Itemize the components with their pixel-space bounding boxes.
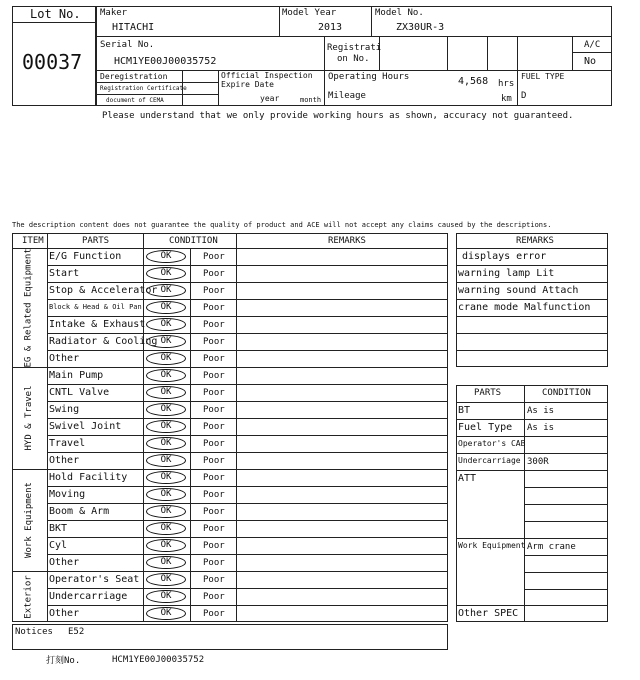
- poor-option[interactable]: Poor: [203, 252, 225, 262]
- poor-option[interactable]: Poor: [203, 320, 225, 330]
- part-name: Boom & Arm: [49, 505, 110, 517]
- ok-option[interactable]: OK: [146, 284, 186, 297]
- condition-row-divider: [524, 605, 608, 606]
- accuracy-notice: Please understand that we only provide working hours as shown, accuracy not guaranteed.: [102, 111, 574, 121]
- poor-option[interactable]: Poor: [203, 490, 225, 500]
- remarks-line-divider: [456, 265, 608, 266]
- ok-option[interactable]: OK: [146, 488, 186, 501]
- remarks-cell[interactable]: [236, 333, 448, 350]
- condition-row-divider: [524, 487, 608, 488]
- poor-option[interactable]: Poor: [203, 609, 225, 619]
- part-name: Intake & Exhaust: [49, 318, 146, 330]
- remarks-line-divider: [456, 333, 608, 334]
- header-remarks: REMARKS: [328, 236, 366, 246]
- model-no-label: Model No.: [375, 8, 424, 18]
- remarks-cell[interactable]: [236, 520, 448, 537]
- remarks-cell[interactable]: [236, 401, 448, 418]
- parts-row-label: Other SPEC: [458, 608, 519, 619]
- part-name: Moving: [49, 488, 86, 500]
- poor-option[interactable]: Poor: [203, 286, 225, 296]
- parts-row-condition: 300R: [527, 457, 549, 467]
- remarks-title: REMARKS: [516, 236, 554, 246]
- remarks-line: warning lamp Lit: [458, 268, 555, 279]
- remarks-cell[interactable]: [236, 452, 448, 469]
- part-name: Other: [49, 556, 80, 568]
- poor-option[interactable]: Poor: [203, 439, 225, 449]
- parts-row-label: Fuel Type: [458, 422, 513, 433]
- remarks-cell[interactable]: [236, 265, 448, 282]
- part-name: Radiator & Cooling: [49, 335, 158, 347]
- part-name: BKT: [49, 522, 68, 534]
- remarks-cell[interactable]: [236, 316, 448, 333]
- year-label: year: [260, 94, 280, 103]
- poor-option[interactable]: Poor: [203, 456, 225, 466]
- condition-row-divider: [524, 453, 608, 454]
- poor-option[interactable]: Poor: [203, 337, 225, 347]
- model-year-value: 2013: [318, 22, 343, 33]
- stamp-value: HCM1YE00J00035752: [112, 655, 205, 665]
- inspection-label: Official Inspection: [221, 71, 313, 80]
- registration-certificate-label: Registration Certificate: [100, 85, 187, 92]
- poor-option[interactable]: Poor: [203, 371, 225, 381]
- parts-row-label: Work Equipment: [458, 541, 526, 550]
- remarks-line: crane mode Malfunction: [458, 302, 591, 313]
- remarks-cell[interactable]: [236, 248, 448, 265]
- ok-option[interactable]: OK: [146, 505, 186, 518]
- fuel-type-label: FUEL TYPE: [521, 72, 565, 81]
- km-unit: km: [501, 94, 512, 104]
- remarks-line-divider: [456, 316, 608, 317]
- ok-option[interactable]: OK: [146, 556, 186, 569]
- poor-option[interactable]: Poor: [203, 388, 225, 398]
- poor-option[interactable]: Poor: [203, 524, 225, 534]
- remarks-cell[interactable]: [236, 588, 448, 605]
- ok-option[interactable]: OK: [146, 539, 186, 552]
- remarks-cell[interactable]: [236, 554, 448, 571]
- remarks-cell[interactable]: [236, 537, 448, 554]
- parts-header-divider: [456, 402, 608, 403]
- remarks-cell[interactable]: [236, 571, 448, 588]
- month-label: month: [300, 96, 322, 104]
- remarks-cell[interactable]: [236, 350, 448, 367]
- part-name: Undercarriage: [49, 590, 128, 602]
- parts-row-divider: [456, 605, 524, 606]
- disclaimer: The description content does not guarantee the quality of product and ACE will not accept any claims caused by the descriptions.: [12, 221, 552, 229]
- remarks-cell[interactable]: [236, 486, 448, 503]
- part-name: Travel: [49, 437, 86, 449]
- poor-option[interactable]: Poor: [203, 507, 225, 517]
- notices-value: E52: [68, 627, 85, 637]
- remarks-cell[interactable]: [236, 469, 448, 486]
- header-parts: PARTS: [82, 236, 110, 246]
- parts-row-label: Operator's CAB: [458, 439, 526, 448]
- remarks-cell[interactable]: [236, 282, 448, 299]
- serial-label: Serial No.: [100, 40, 155, 50]
- part-name: CNTL Valve: [49, 386, 110, 398]
- condition-row-divider: [524, 572, 608, 573]
- part-name: Hold Facility: [49, 471, 128, 483]
- group-label: HYD & Travel: [23, 385, 34, 451]
- poor-option[interactable]: Poor: [203, 354, 225, 364]
- model-year-label: Model Year: [282, 8, 337, 18]
- remarks-cell[interactable]: [236, 435, 448, 452]
- poor-option[interactable]: Poor: [203, 405, 225, 415]
- registration-label: Registrati: [327, 43, 382, 53]
- ok-option[interactable]: OK: [146, 335, 186, 348]
- remarks-line-divider: [456, 282, 608, 283]
- part-name: Cyl: [49, 539, 68, 551]
- part-name: Block & Head & Oil Pan: [49, 303, 142, 311]
- condition-row-divider: [524, 589, 608, 590]
- poor-option[interactable]: Poor: [203, 303, 225, 313]
- operating-hours-value: 4,568: [458, 76, 489, 87]
- parts-row-divider: [456, 538, 524, 539]
- parts-row-condition: As is: [527, 423, 555, 433]
- lot-label: Lot No.: [30, 7, 81, 21]
- poor-option[interactable]: Poor: [203, 592, 225, 602]
- poor-option[interactable]: Poor: [203, 473, 225, 483]
- ok-option[interactable]: OK: [146, 403, 186, 416]
- part-name: Other: [49, 454, 80, 466]
- cema-label: document of CEMA: [106, 97, 164, 104]
- ok-option[interactable]: OK: [146, 318, 186, 331]
- poor-option[interactable]: Poor: [203, 269, 225, 279]
- serial-value: HCM1YE00J00035752: [114, 56, 217, 67]
- part-name: Swing: [49, 403, 80, 415]
- header-condition: CONDITION: [169, 236, 218, 246]
- ok-option[interactable]: OK: [146, 437, 186, 450]
- parts-row-label: Undercarriage: [458, 456, 521, 465]
- group-label: EG & Related Equipment: [23, 247, 34, 367]
- poor-option[interactable]: Poor: [203, 422, 225, 432]
- condition-row-divider: [524, 504, 608, 505]
- parts-header: PARTS: [474, 388, 502, 398]
- operating-hours-label: Operating Hours: [328, 72, 410, 82]
- remarks-cell[interactable]: [236, 418, 448, 435]
- model-no-value: ZX30UR-3: [396, 22, 445, 33]
- parts-row-divider: [456, 436, 524, 437]
- remarks-line-divider: [456, 248, 608, 249]
- ac-label: A/C: [584, 40, 601, 50]
- parts-row-divider: [456, 470, 524, 471]
- part-name: Other: [49, 352, 80, 364]
- parts-row-divider: [456, 419, 524, 420]
- maker-label: Maker: [100, 8, 128, 18]
- condition-row-divider: [524, 521, 608, 522]
- parts-row-condition: As is: [527, 406, 555, 416]
- part-name: Main Pump: [49, 369, 104, 381]
- remarks-cell[interactable]: [236, 503, 448, 520]
- remarks-line-divider: [456, 350, 608, 351]
- condition-row-divider: [524, 419, 608, 420]
- parts-row-divider: [456, 453, 524, 454]
- poor-option[interactable]: Poor: [203, 541, 225, 551]
- poor-option[interactable]: Poor: [203, 575, 225, 585]
- remarks-cell[interactable]: [236, 384, 448, 401]
- ac-value: No: [584, 56, 597, 67]
- deregistration-label: Deregistration: [100, 72, 168, 81]
- parts-row-label: ATT: [458, 473, 477, 484]
- ok-option[interactable]: OK: [146, 607, 186, 620]
- remarks-cell[interactable]: [236, 605, 448, 622]
- condition-row-divider: [524, 555, 608, 556]
- lot-number: 00037: [22, 50, 83, 74]
- part-name: Stop & Accelerator: [49, 284, 158, 296]
- ok-option[interactable]: OK: [146, 522, 186, 535]
- notices-label: Notices: [15, 627, 53, 637]
- ok-option[interactable]: OK: [146, 590, 186, 603]
- inspection-label-2: Expire Date: [221, 80, 274, 89]
- hrs-unit: hrs: [498, 79, 515, 89]
- registration-label-2: on No.: [337, 54, 370, 64]
- maker-value: HITACHI: [112, 22, 155, 33]
- group-label: Work Equipment: [23, 482, 34, 558]
- part-name: E/G Function: [49, 250, 122, 262]
- remarks-line: displays error: [462, 251, 547, 262]
- part-name: Swivel Joint: [49, 420, 122, 432]
- ok-option[interactable]: OK: [146, 369, 186, 382]
- remarks-cell[interactable]: [236, 299, 448, 316]
- stamp-label: 打刻No.: [46, 656, 81, 666]
- ok-option[interactable]: OK: [146, 471, 186, 484]
- column-divider: [47, 233, 48, 622]
- ok-option[interactable]: OK: [146, 267, 186, 280]
- condition-header: CONDITION: [542, 388, 591, 398]
- ok-option[interactable]: OK: [146, 301, 186, 314]
- remarks-cell[interactable]: [236, 367, 448, 384]
- ok-option[interactable]: OK: [146, 250, 186, 263]
- ok-option[interactable]: OK: [146, 573, 186, 586]
- ok-option[interactable]: OK: [146, 352, 186, 365]
- parts-row-label: BT: [458, 405, 471, 416]
- condition-row-divider: [524, 436, 608, 437]
- part-name: Other: [49, 607, 80, 619]
- remarks-line: warning sound Attach: [458, 285, 579, 296]
- condition-row-divider: [524, 470, 608, 471]
- group-label: Exterior: [23, 574, 34, 619]
- ok-option[interactable]: OK: [146, 386, 186, 399]
- mileage-label: Mileage: [328, 91, 366, 101]
- ok-option[interactable]: OK: [146, 420, 186, 433]
- header-item: ITEM: [22, 236, 44, 246]
- condition-row-divider: [524, 538, 608, 539]
- parts-row-condition: Arm crane: [527, 542, 576, 552]
- part-name: Operator's Seat: [49, 573, 140, 585]
- ok-option[interactable]: OK: [146, 454, 186, 467]
- fuel-type-value: D: [521, 91, 527, 101]
- poor-option[interactable]: Poor: [203, 558, 225, 568]
- part-name: Start: [49, 267, 80, 279]
- remarks-line-divider: [456, 299, 608, 300]
